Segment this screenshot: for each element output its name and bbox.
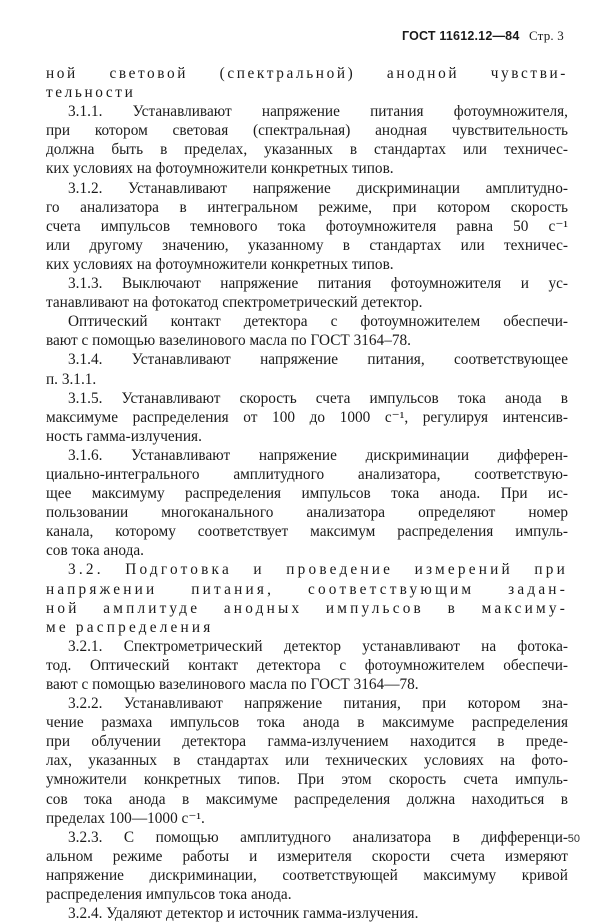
text-line: 3.1.5. Устанавливают скорость счета импульсов тока анода в (68, 389, 568, 407)
text-line: пределах 100—1000 с⁻¹. (46, 809, 205, 827)
text-line: пользовании многоканального анализатора определяют номер (46, 504, 568, 522)
text-line: вают с помощью вазелинового масла по ГОСТ 3164—78. (46, 676, 419, 693)
text-line: при котором световая (спектральная) анодная чувствительность (46, 122, 568, 140)
text-line: 3.1.4. Устанавливают напряжение питания, соответствующее (68, 351, 568, 369)
text-line: ких условиях на фотоумножители конкретных типов. (46, 160, 394, 178)
text-line: 3.1.1. Устанавливают напряжение питания фотоумножителя, (68, 103, 568, 121)
text-line: или другому значению, указанному в стандартах или техничес- (46, 236, 568, 254)
text-line: умножители конкретных типов. При этом скорость счета импуль- (46, 771, 568, 789)
text-line: максимуме распределения от 100 до 1000 с⁻¹, регулируя интенсив- (46, 408, 568, 426)
text-line: счета импульсов темнового тока фотоумножителя равна 50 с⁻¹ (46, 217, 568, 235)
text-line: 3.1.2. Устанавливают напряжение дискриминации амплитудно- (68, 179, 568, 197)
text-line: лах, указанных в стандартах или технических условиях на фото- (46, 752, 568, 770)
text-line: 3.2.2. Устанавливают напряжение питания, при котором зна- (68, 695, 568, 713)
page-number: Стр. 3 (528, 28, 564, 43)
text-line: 3.1.3. Выключают напряжение питания фотоумножителя и ус- (68, 275, 568, 293)
footer-mark: 50 (567, 833, 580, 845)
text-line: го анализатора в интегральном режиме, при котором скорость (46, 198, 568, 216)
section-heading-line: напряжении питания, соответствующим задан- (46, 580, 568, 598)
text-line: напряжение дискриминации, соответствующей максимуму кривой (46, 866, 568, 884)
section-heading-line: 3.2. Подготовка и проведение измерений при (68, 561, 568, 579)
text-line: 3.2.3. С помощью амплитудного анализатора в дифференци- (68, 828, 568, 846)
text-line: циально-интегрального амплитудного анализатора, соответствую- (46, 465, 568, 483)
text-line: альном режиме работы и измерителя скорости счета измеряют (46, 847, 568, 865)
text-line: ких условиях на фотоумножители конкретных типов. (46, 255, 394, 273)
text-line: при облучении детектора гамма-излучением находится в преде- (46, 733, 568, 751)
text-line: должна быть в пределах, указанных в стандартах или техничес- (46, 141, 568, 159)
text-line: ной световой (спектральной) анодной чувстви- (46, 65, 568, 82)
text-line: сов тока анода. (46, 542, 145, 560)
text-line: Оптический контакт детектора с фотоумножителем обеспечи- (68, 313, 568, 331)
text-line: тод. Оптический контакт детектора с фотоумножителем обеспечи- (46, 656, 568, 674)
text-line: чение размаха импульсов тока анода в максимуме распределения (46, 714, 568, 732)
text-line: 3.1.6. Устанавливают напряжение дискриминации дифферен- (68, 446, 568, 464)
text-line: тельности (46, 84, 136, 102)
text-line: щее максимуму распределения импульсов тока анода. При ис- (46, 485, 568, 503)
text-line: распределения импульсов тока анода. (46, 886, 292, 904)
text-line: танавливают на фотокатод спектрометрический детектор. (46, 294, 423, 312)
text-line: вают с помощью вазелинового масла по ГОСТ 3164–78. (46, 332, 411, 350)
document-body (46, 64, 568, 923)
text-line: 3.2.1. Спектрометрический детектор устанавливают на фотока- (68, 637, 568, 655)
text-line: 3.2.4. Удаляют детектор и источник гамма-излучения. (68, 905, 419, 923)
text-line: ность гамма-излучения. (46, 427, 202, 445)
section-heading-line: ме распределения (46, 618, 214, 636)
text-line: п. 3.1.1. (46, 370, 97, 388)
text-line: сов тока анода в максимуме распределения должна находиться в (46, 790, 568, 808)
section-heading-line: ной амплитуде анодных импульсов в максиму- (46, 599, 568, 617)
text-line: канала, которому соответствует максимум распределения импуль- (46, 523, 568, 541)
standard-code: ГОСТ 11612.12—84 (401, 29, 520, 43)
page-header (402, 28, 564, 44)
